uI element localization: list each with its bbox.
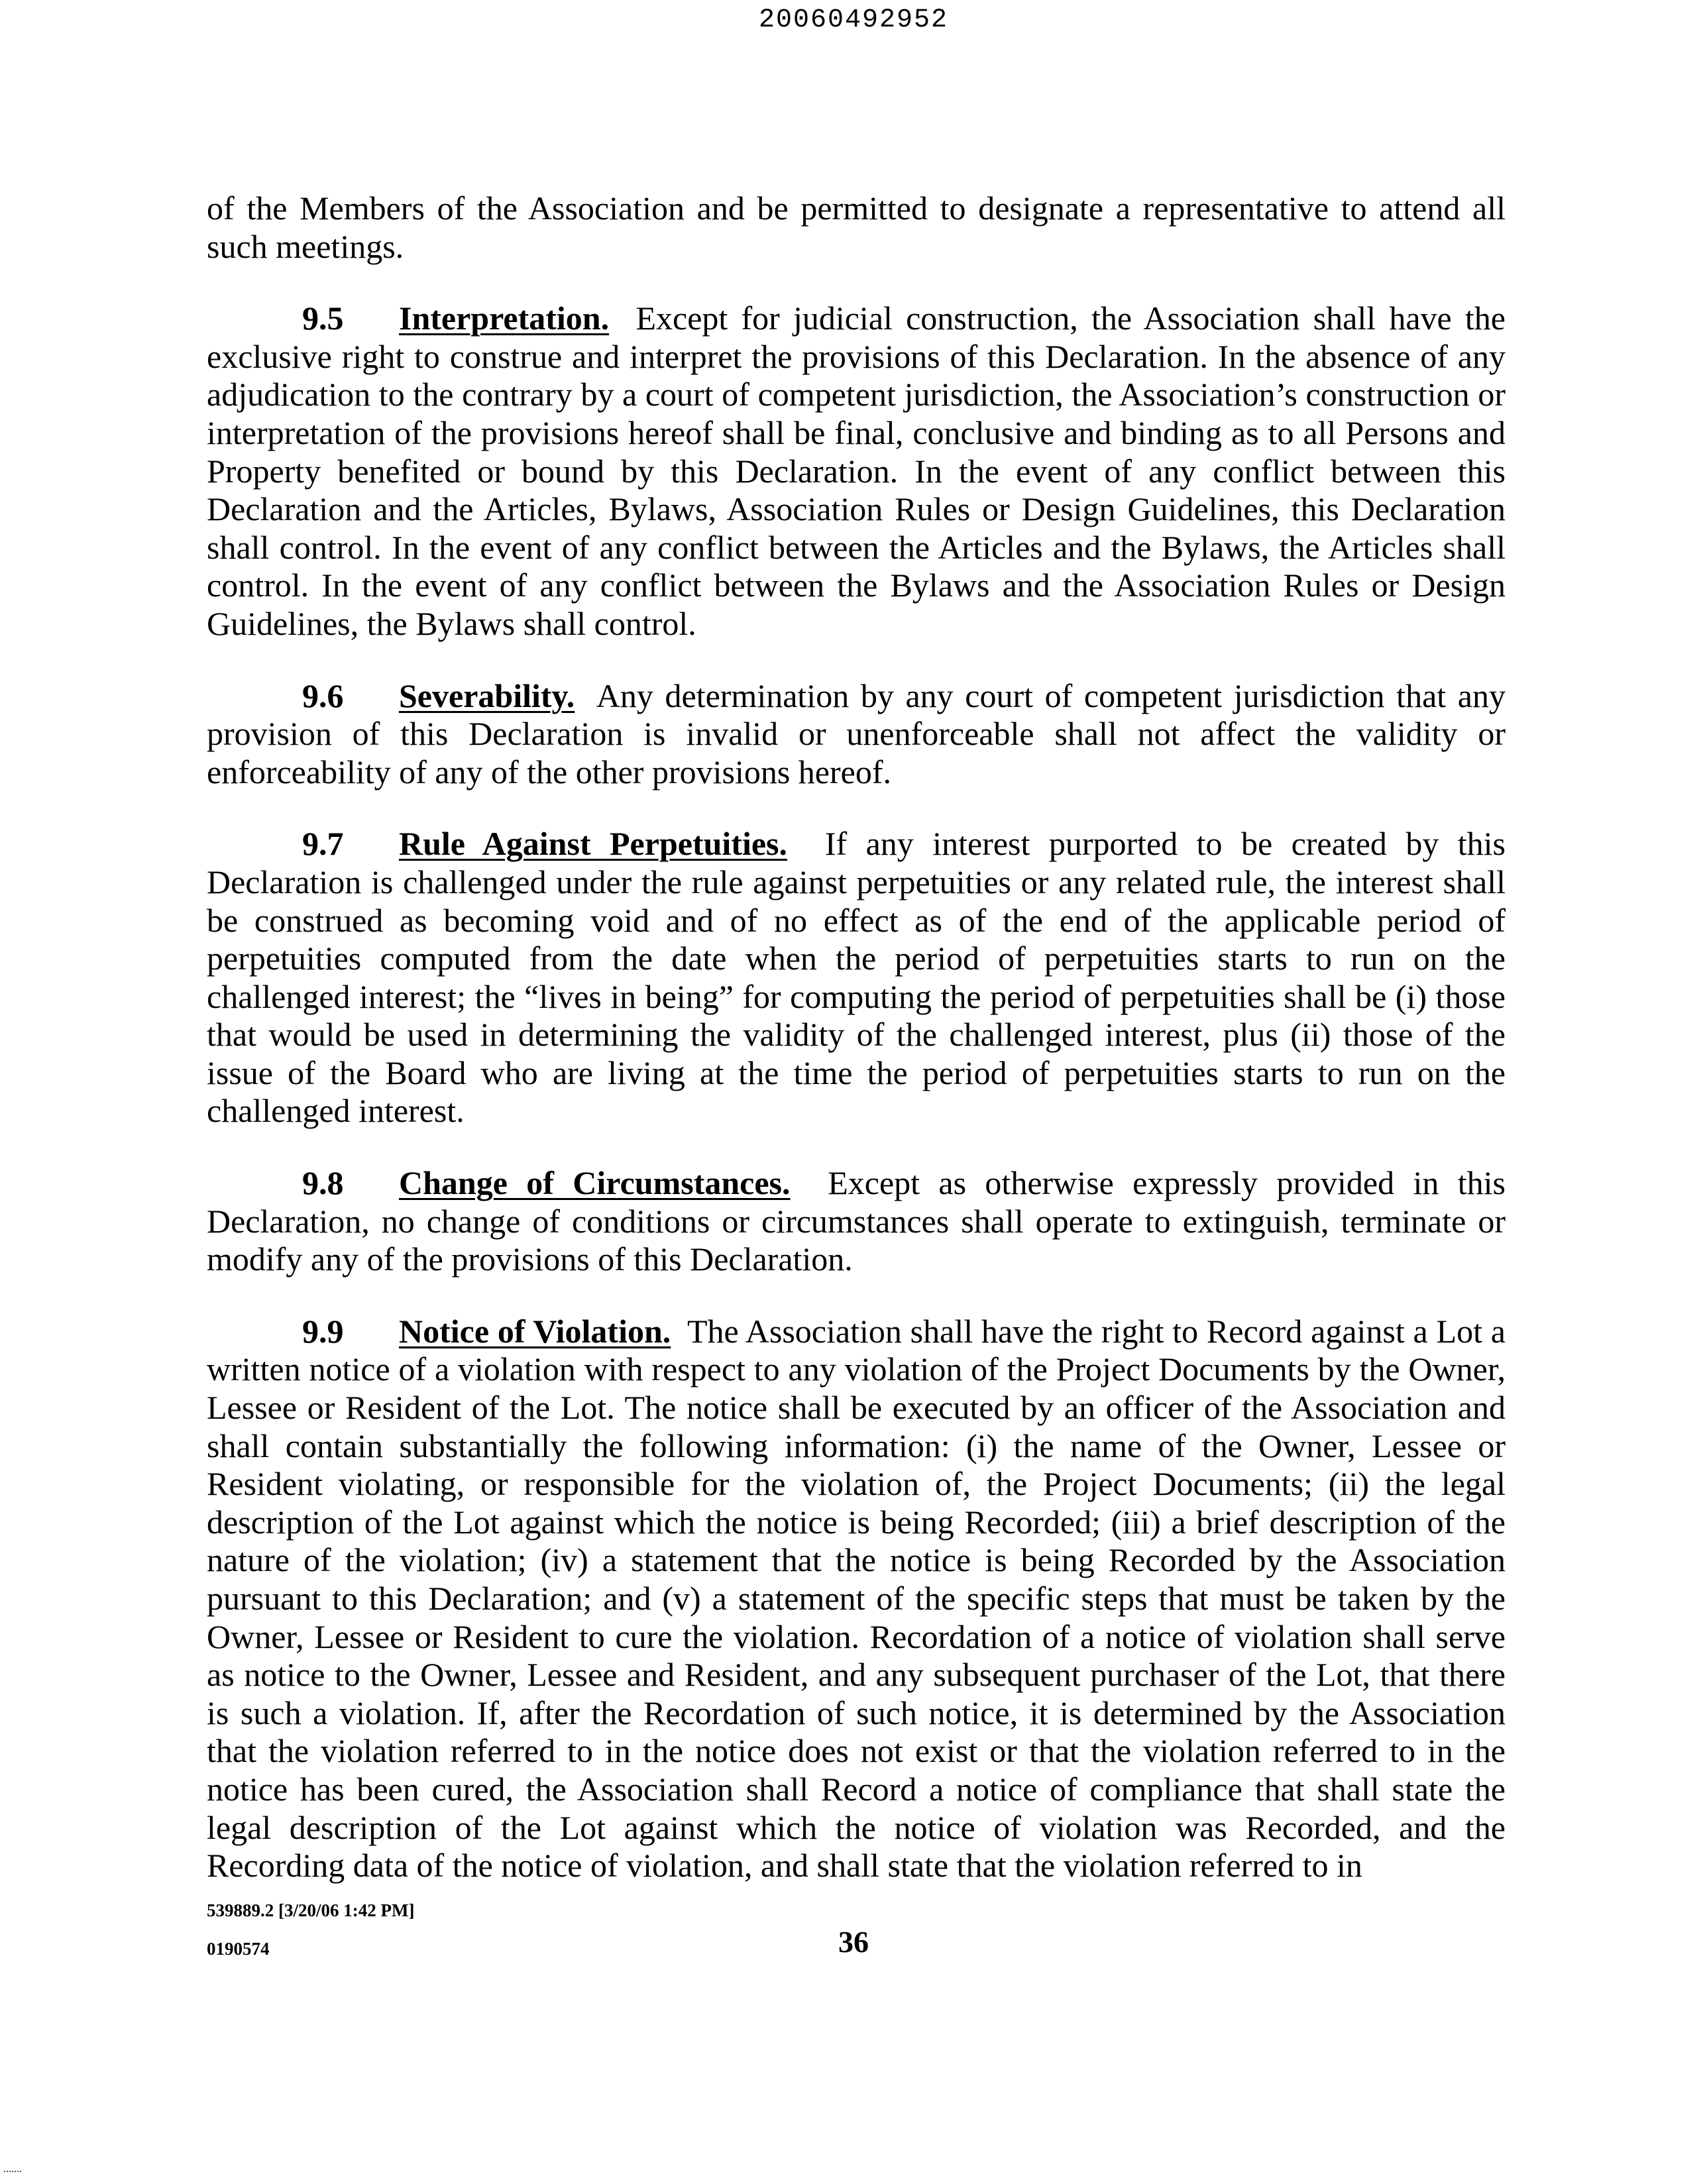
- section-number: 9.7: [302, 825, 344, 863]
- section-title: Notice of Violation.: [399, 1312, 671, 1350]
- section-text: Except as otherwise expressly provided in this Declaration, no change of conditions or circumstances shall operate to extinguish, terminate or modify any of the provisions of this Declaration.: [207, 1164, 1506, 1278]
- document-number: 20060492952: [758, 5, 949, 35]
- section-number: 9.5: [302, 300, 344, 337]
- scan-corner-mark: [4, 2171, 21, 2172]
- page-number: 36: [838, 1925, 869, 1959]
- section-9-6: [207, 677, 1506, 792]
- section-text: The Association shall have the right to Record against a Lot a written notice of a violation with respect to any violation of the Project Documents by the Owner, Lessee or Resident of the Lot. The notice shall be executed by an officer of the Association and shall contain substantially the following information: (i) the name of the Owner, Lessee or Resident violating, or responsible for the violation of, the Project Documents; (ii) the legal description of the Lot against which the notice is being Recorded; (iii) a brief description of the nature of the violation; (iv) a statement that the notice is being Recorded by the Association pursuant to this Declaration; and (v) a statement of the specific steps that must be taken by the Owner, Lessee or Resident to cure the violation. Recordation of a notice of violation shall serve as notice to the Owner, Lessee and Resident, and any subsequent purchaser of the Lot, that there is such a violation. If, after the Recordation of such notice, it is determined by the Association that the violation referred to in the notice does not exist or that the violation referred to in the notice has been cured, the Association shall Record a notice of compliance that shall state the legal description of the Lot against which the notice of violation was Recorded, and the Recording data of the notice of violation, and shall state that the violation referred to in: [207, 1312, 1506, 1884]
- section-text: Any determination by any court of competent jurisdiction that any provision of this Declaration is invalid or unenforceable shall not affect the validity or enforceability of any of the other provisions hereof.: [207, 677, 1506, 791]
- section-title: Severability.: [399, 677, 575, 714]
- section-text: Except for judicial construction, the Association shall have the exclusive right to construe and interpret the provisions of this Declaration. In the absence of any adjudication to the contrary by a court of competent jurisdiction, the Association’s construction or interpretation of the provisions hereof shall be final, conclusive and binding as to all Persons and Property benefited or bound by this Declaration. In the event of any conflict between this Declaration and the Articles, Bylaws, Association Rules or Design Guidelines, this Declaration shall control. In the event of any conflict between the Articles and the Bylaws, the Articles shall control. In the event of any conflict between the Bylaws and the Association Rules or Design Guidelines, the Bylaws shall control.: [207, 300, 1506, 642]
- continuation-paragraph: of the Members of the Association and be permitted to designate a representative to attend all such meetings.: [207, 190, 1506, 265]
- section-title: Change of Circumstances.: [399, 1164, 791, 1202]
- section-title: Interpretation.: [399, 300, 610, 337]
- section-9-8: [207, 1164, 1506, 1279]
- section-text: If any interest purported to be created by this Declaration is challenged under the rule against perpetuities or any related rule, the interest shall be construed as becoming void and of no effect as of the end of the applicable period of perpetuities computed from the date when the period of perpetuities starts to run on the challenged interest; the “lives in being” for computing the period of perpetuities shall be (i) those that would be used in determining the validity of the challenged interest, plus (ii) those of the issue of the Board who are living at the time the period of perpetuities starts to run on the challenged interest.: [207, 825, 1506, 1130]
- section-number: 9.9: [302, 1312, 344, 1350]
- section-number: 9.6: [302, 677, 344, 714]
- section-number: 9.8: [302, 1164, 344, 1202]
- document-body: [207, 190, 1506, 1919]
- footer-file-no: 0190574: [207, 1939, 270, 1959]
- section-9-7: [207, 825, 1506, 1130]
- section-title: Rule Against Perpetuities.: [399, 825, 787, 863]
- section-9-9: [207, 1313, 1506, 1885]
- footer-doc-ref: 539889.2 [3/20/06 1:42 PM]: [207, 1900, 415, 1920]
- section-9-5: [207, 300, 1506, 643]
